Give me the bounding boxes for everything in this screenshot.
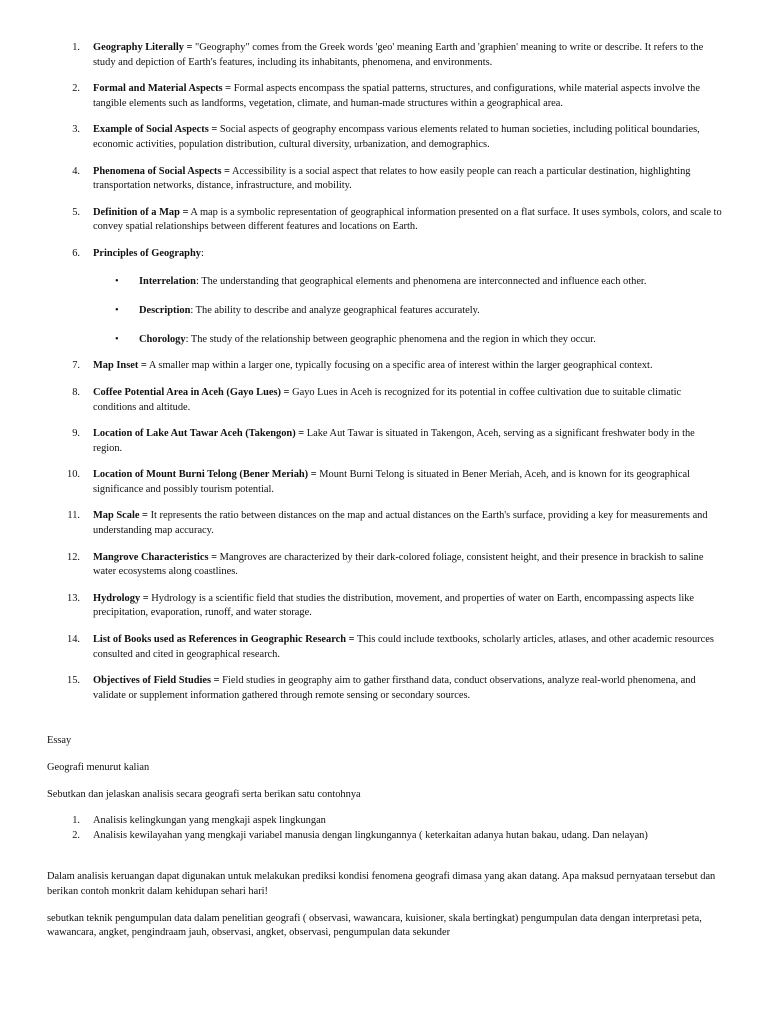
- item-term: Definition of a Map =: [93, 206, 189, 218]
- item-text: :: [200, 247, 204, 259]
- item-number: 6.: [72, 247, 80, 259]
- item-text: Gayo Lues in Aceh is recognized for its potential in coffee cultivation due to suitable climatic conditions and altitude.: [93, 386, 682, 413]
- analysis-text: Analisis kewilayahan yang mengkaji variabel manusia dengan lingkungannya ( keterkaitan adanya hutan bakau, udang. Dan nelayan): [93, 829, 648, 841]
- item-text: Hydrology is a scientific field that studies the distribution, movement, and properties of water on Earth, encompassing aspects like precipitation, evaporation, runoff, and water storage.: [93, 592, 695, 619]
- item-term: Coffee Potential Area in Aceh (Gayo Lues) =: [93, 386, 290, 398]
- item-term: Location of Mount Burni Telong (Bener Meriah) =: [93, 469, 317, 481]
- list-item: [47, 247, 724, 347]
- bullet-text: : The understanding that geographical elements and phenomena are interconnected and influence each other.: [195, 275, 647, 287]
- item-text: "Geography" comes from the Greek words 'geo' meaning Earth and 'graphien' meaning to write or describe. It refers to the study and depiction of Earth's features, including its inhabitants, phenomena, and environments.: [93, 42, 704, 68]
- essay-title: Essay: [47, 735, 72, 747]
- bullet-term: Chorology: [139, 333, 186, 345]
- list-item: [47, 592, 724, 621]
- list-item: [47, 82, 724, 111]
- item-number: 12.: [67, 551, 80, 563]
- item-number: 7.: [72, 360, 80, 372]
- item-number: 13.: [67, 592, 80, 604]
- bullet-text: : The study of the relationship between geographic phenomena and the region in which they occur.: [185, 333, 596, 345]
- item-text: Mangroves are characterized by their dark-colored foliage, consistent height, and their presence in brackish to saline water ecosystems along coastlines.: [93, 551, 704, 578]
- bullet-term: Description: [139, 304, 191, 316]
- bullet-item: [93, 304, 724, 319]
- essay-question: Geografi menurut kalian: [47, 762, 150, 773]
- item-number: 5.: [72, 206, 80, 218]
- item-term: List of Books used as References in Geographic Research =: [93, 634, 355, 646]
- item-term: Principles of Geography: [93, 247, 201, 259]
- bullet-icon: •: [115, 333, 119, 345]
- essay-question: Dalam analisis keruangan dapat digunakan untuk melakukan prediksi kondisi fenomena geografi dimasa yang akan datang. Apa maksud pernyataan tersebut dan berikan contoh monkrit dalam kehidupan sehari hari!: [47, 871, 716, 897]
- bullet-item: [93, 275, 724, 290]
- item-term: Geography Literally =: [93, 42, 193, 53]
- item-number: 2.: [72, 83, 80, 95]
- item-text: Mount Burni Telong is situated in Bener Meriah, Aceh, and is known for its geographical significance and possibly tourism potential.: [93, 469, 691, 495]
- item-text: Field studies in geography aim to gather firsthand data, conduct observations, analyze real-world phenomena, and validate or supplement information gathered through remote sensing or secondary sources.: [93, 675, 696, 701]
- item-number: 10.: [67, 469, 80, 481]
- list-item: [47, 41, 724, 70]
- list-item: [47, 123, 724, 152]
- item-number: 2.: [72, 829, 80, 841]
- bullet-item: [93, 333, 724, 348]
- item-text: Lake Aut Tawar is situated in Takengon, Aceh, serving as a significant freshwater body in the region.: [93, 428, 695, 454]
- list-item: [47, 468, 724, 497]
- item-number: 11.: [67, 510, 80, 522]
- item-term: Formal and Material Aspects =: [93, 83, 232, 95]
- list-item: [47, 427, 724, 456]
- terms-list: [47, 41, 724, 703]
- list-item: [47, 633, 724, 662]
- essay-question: sebutkan teknik pengumpulan data dalam penelitian geografi ( observasi, wawancara, kuisioner, skala bertingkat) pengumpulan data dengan interpretasi peta, wawancara, angket, pengindraam jauh, observasi, angket, observasi, pengumpulan data sekunder: [47, 912, 702, 939]
- bullet-icon: •: [115, 275, 119, 287]
- item-number: 14.: [67, 634, 80, 646]
- item-term: Phenomena of Social Aspects =: [93, 165, 230, 177]
- item-number: 8.: [72, 386, 80, 398]
- list-item: [47, 674, 724, 703]
- bullet-term: Interrelation: [139, 275, 196, 287]
- item-number: 4.: [72, 165, 80, 177]
- item-number: 3.: [72, 124, 80, 136]
- list-item: [47, 386, 724, 415]
- list-item: [47, 206, 724, 235]
- principles-list: [93, 275, 724, 348]
- analysis-item: [47, 814, 724, 829]
- bullet-text: : The ability to describe and analyze geographical features accurately.: [190, 304, 480, 316]
- item-term: Map Scale =: [93, 510, 148, 522]
- analysis-item: [47, 829, 724, 844]
- analysis-list: [47, 814, 724, 843]
- essay-question: Sebutkan dan jelaskan analisis secara geografi serta berikan satu contohnya: [47, 788, 361, 800]
- essay-section: [47, 734, 724, 940]
- item-text: It represents the ratio between distances on the map and actual distances on the Earth's surface, providing a key for measurements and understanding map accuracy.: [93, 510, 708, 537]
- list-item: [47, 551, 724, 580]
- analysis-text: Analisis kelingkungan yang mengkaji aspek lingkungan: [93, 815, 326, 827]
- item-number: 15.: [67, 675, 80, 687]
- item-term: Map Inset =: [93, 360, 147, 372]
- item-text: This could include textbooks, scholarly articles, atlases, and other academic resources consulted and cited in geographical research.: [93, 634, 714, 660]
- item-term: Hydrology =: [93, 592, 149, 604]
- item-number: 1.: [72, 42, 80, 53]
- list-item: [47, 165, 724, 194]
- item-text: Formal aspects encompass the spatial patterns, structures, and configurations, while material aspects involve the tangible elements such as landforms, vegetation, climate, and human-made structures within a geographical area.: [93, 83, 700, 109]
- item-text: A map is a symbolic representation of geographical information presented on a flat surface. It uses symbols, colors, and scale to convey spatial relationships between different features and locations on Earth.: [93, 206, 722, 233]
- item-term: Mangrove Characteristics =: [93, 551, 218, 563]
- item-text: Social aspects of geography encompass various elements related to human societies, including political boundaries, economic activities, population distribution, cultural diversity, urbanization, and demographics.: [93, 124, 700, 150]
- item-term: Example of Social Aspects =: [93, 124, 218, 136]
- item-term: Objectives of Field Studies =: [93, 675, 220, 687]
- bullet-icon: •: [115, 304, 119, 316]
- item-term: Location of Lake Aut Tawar Aceh (Takengon) =: [93, 428, 305, 440]
- item-text: A smaller map within a larger one, typically focusing on a specific area of interest within the larger geographical context.: [146, 360, 653, 372]
- item-number: 1.: [72, 815, 80, 827]
- list-item: [47, 509, 724, 538]
- item-number: 9.: [72, 428, 80, 440]
- item-text: Accessibility is a social aspect that relates to how easily people can reach a particular destination, highlighting transportation networks, distance, infrastructure, and mobility.: [93, 165, 691, 192]
- list-item: [47, 359, 724, 374]
